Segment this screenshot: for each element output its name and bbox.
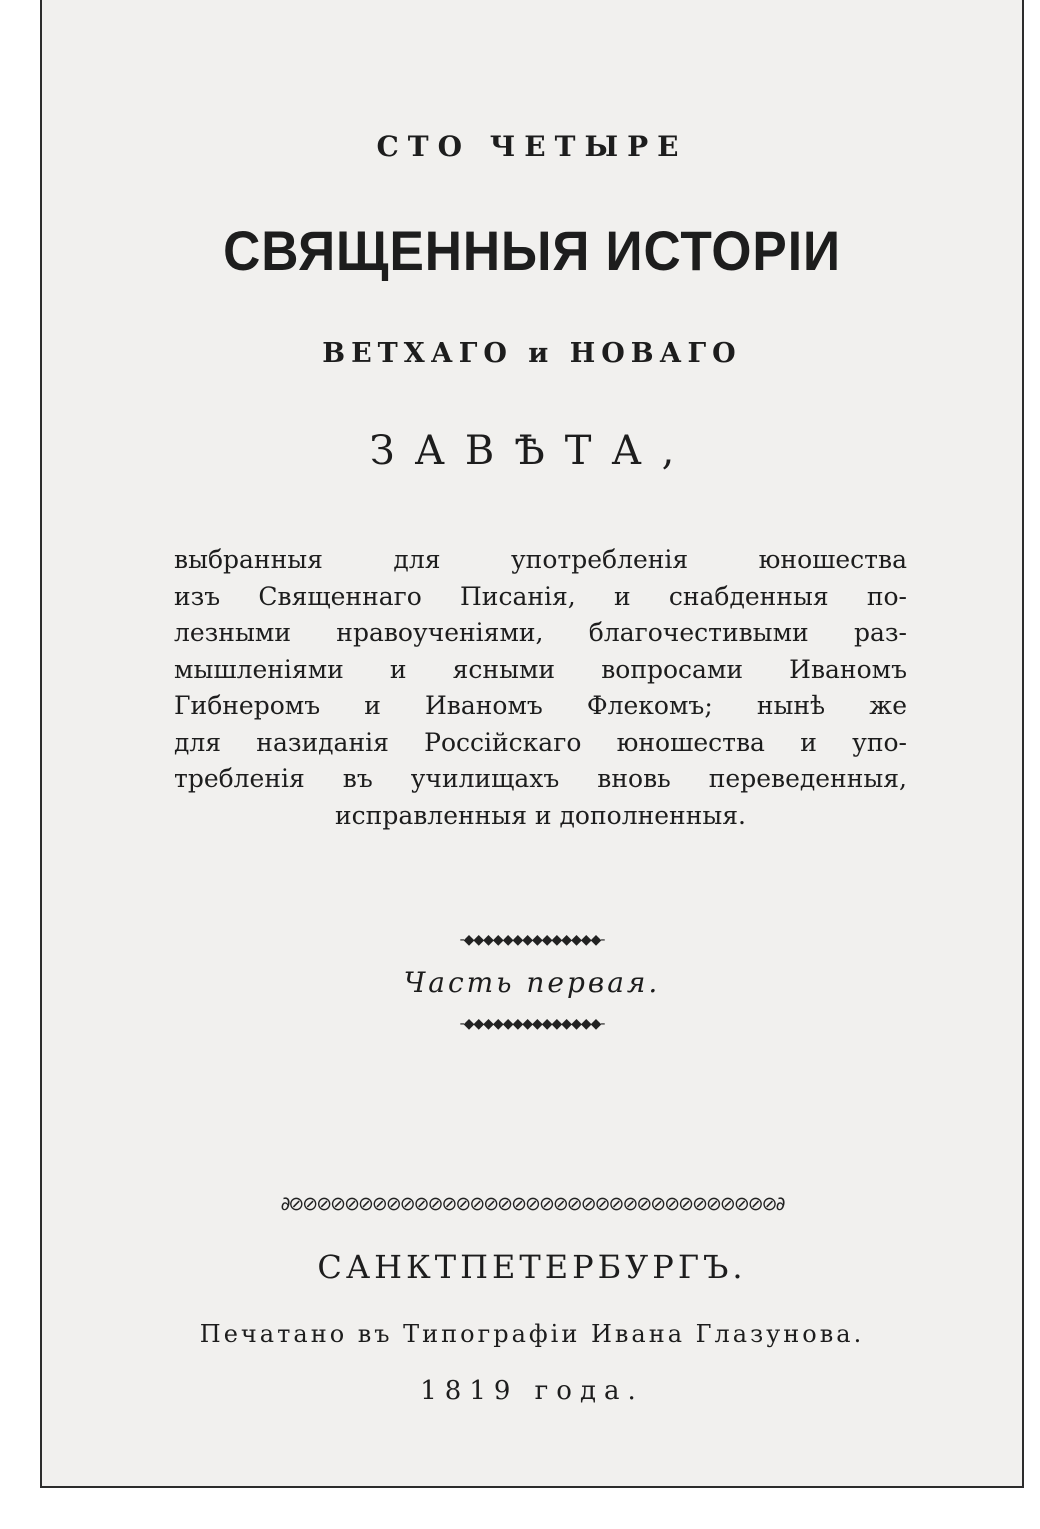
description-line: исправленныя и дополненныя. bbox=[335, 800, 746, 830]
printer-line: Печатано въ Типографіи Ивана Глазунова. bbox=[199, 1320, 865, 1348]
title-line-1: СТО ЧЕТЫРЕ bbox=[376, 130, 688, 163]
description-line: лезными нравоученіями, благочестивыми раз- bbox=[174, 618, 907, 647]
main-title: СВЯЩЕННЫЯ ИСТОРІИ bbox=[223, 219, 841, 282]
description-line: Гибнеромъ и Иваномъ Флекомъ; нынѣ же bbox=[174, 691, 907, 720]
description-line: выбранныя для употребленія юношества bbox=[174, 545, 907, 574]
part-label: Часть первая. bbox=[403, 966, 661, 999]
description-line: изъ Священнаго Писанія, и снабденныя по- bbox=[174, 581, 907, 611]
ornament-divider-top: -◆◆◆◆◆◆◆◆◆◆◆◆◆◆- bbox=[459, 932, 605, 948]
description-line: для назиданія Россійскаго юношества и упо- bbox=[174, 727, 907, 757]
description-line: требленія въ училищахъ вновь переведенныя, bbox=[174, 764, 907, 793]
title-line-3: ВЕТХАГО и НОВАГО bbox=[322, 338, 742, 369]
city-line: САНКТПЕТЕРБУРГЪ. bbox=[317, 1248, 747, 1286]
description-line: мышленіями и ясными вопросами Иваномъ bbox=[174, 654, 907, 684]
ornament-divider-bottom: -◆◆◆◆◆◆◆◆◆◆◆◆◆◆- bbox=[459, 1016, 605, 1032]
title-page bbox=[40, 0, 1024, 1488]
ornament-divider-long: ∂⊘⊘⊘⊘⊘⊘⊘⊘⊘⊘⊘⊘⊘⊘⊘⊘⊘⊘⊘⊘⊘⊘⊘⊘⊘⊘⊘⊘⊘⊘⊘⊘⊘⊘⊘∂ bbox=[280, 1193, 784, 1215]
description-paragraph bbox=[174, 542, 907, 834]
title-line-4: ЗАВѢТА, bbox=[369, 428, 695, 474]
year-line: 1819 года. bbox=[420, 1376, 644, 1406]
